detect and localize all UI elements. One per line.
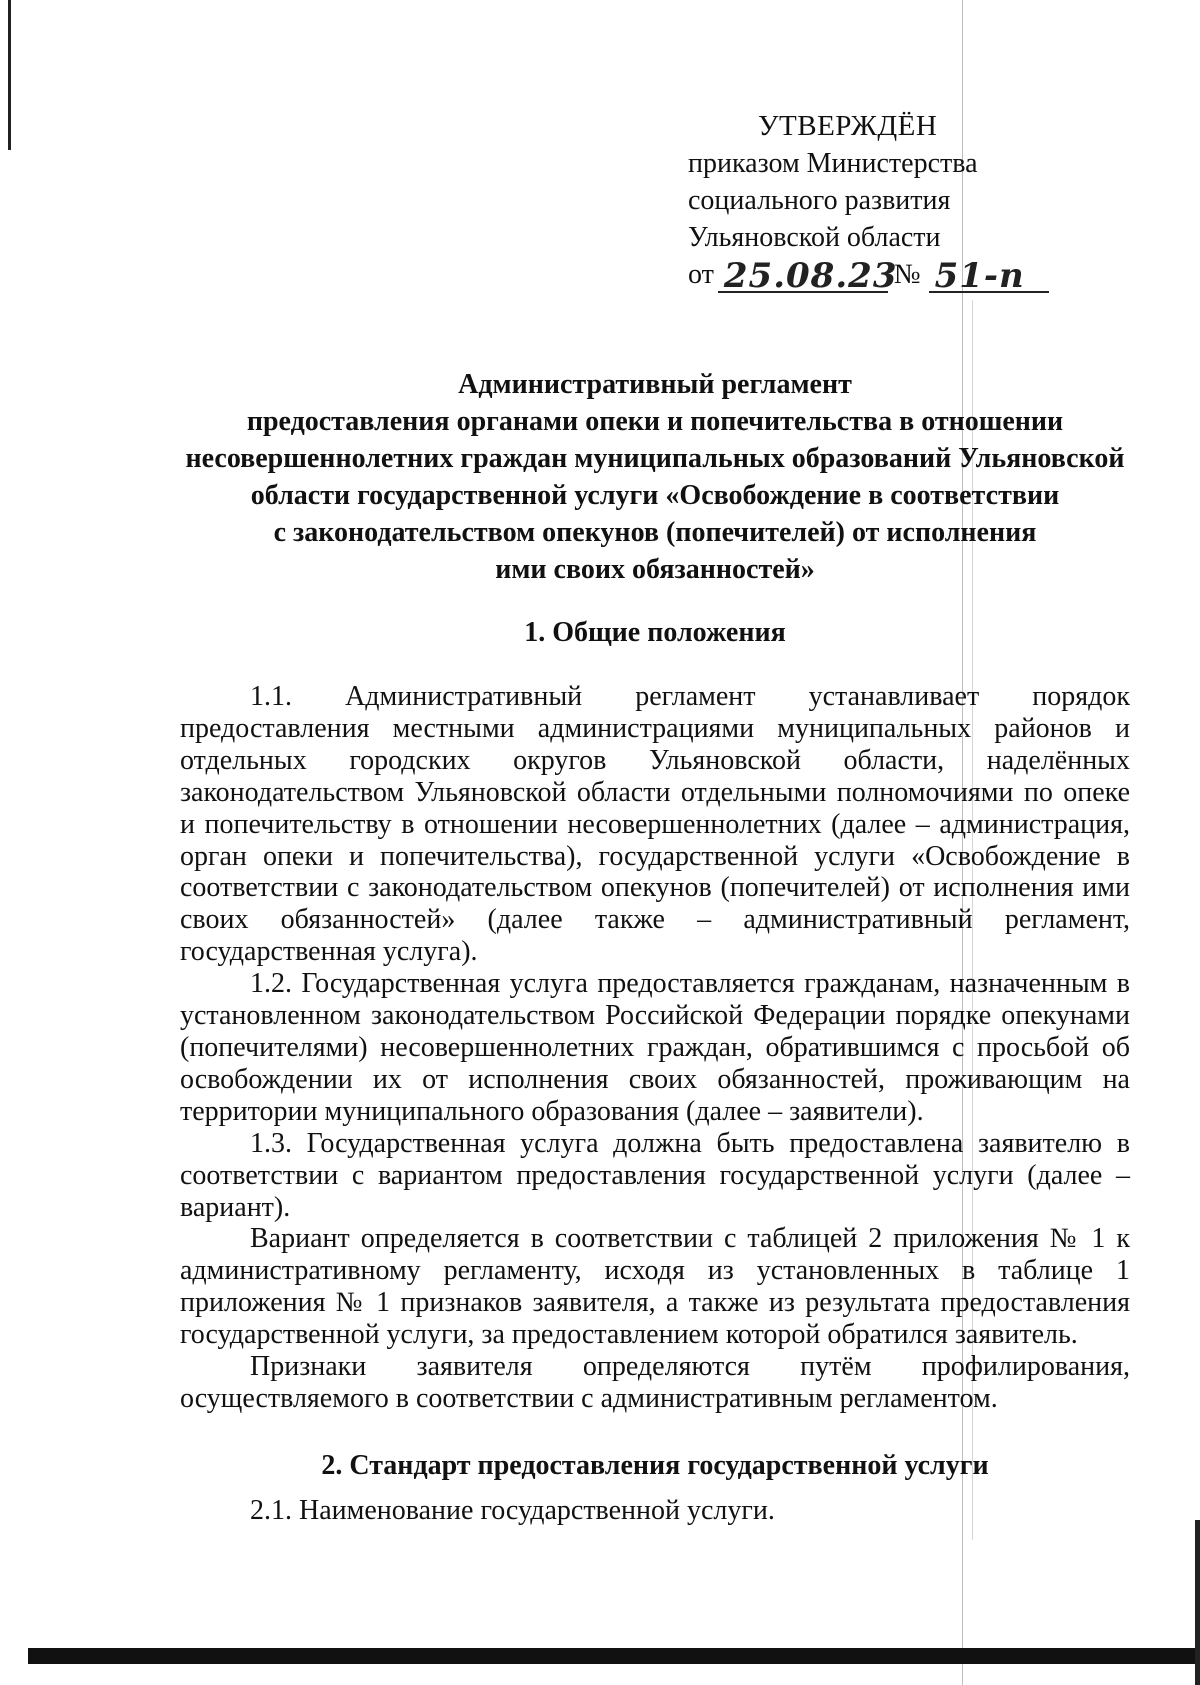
paragraph-1-2: 1.2. Государственная услуга предоставляется гражданам, назначенным в установленном законодательством Российской Федерации порядке опекунами (попечителями) несовершеннолетних граждан, обратившимся с просьбой об освобождении их от исполнения своих обязанностей, проживающим на территории муниципального образования (далее – заявители). [180, 968, 1130, 1127]
approval-heading: УТВЕРЖДЁН [758, 110, 938, 142]
paragraph-1-1: 1.1. Административный регламент устанавливает порядок предоставления местными администрациями муниципальных районов и отдельных городских округов Ульяновской области, наделённых законодательством Ульяновской области отдельными полномочиями по опеке и попечительству в отношении несовершеннолетних (далее – администрация, орган опеки и попечительства), государственной услуги «Освобождение в соответствии с законодательством опекунов (попечителей) от исполнения ими своих обязанностей» (далее также – административный регламент, государственная услуга). [180, 681, 1130, 968]
number-label: № [893, 259, 921, 290]
handwritten-number: 51-п [934, 256, 1025, 296]
order-date-number-line [688, 256, 1108, 296]
approval-stamp-block [688, 108, 1108, 296]
scan-artifact-bottom-bar [28, 1648, 1200, 1664]
approval-line-2: социального развития [688, 185, 951, 216]
title-line-3: несовершеннолетних граждан муниципальных образований Ульяновской [185, 443, 1125, 474]
title-line-1: Административный регламент [458, 369, 852, 400]
approval-line-3: Ульяновской области [688, 222, 941, 253]
number-field [929, 256, 1049, 296]
paragraph-2-1: 2.1. Наименование государственной услуги. [250, 1495, 775, 1526]
section-1-body [180, 681, 1130, 1415]
document-title [180, 366, 1130, 588]
section-1-heading: 1. Общие положения [524, 617, 786, 648]
title-line-6: ими своих обязанностей» [495, 554, 815, 585]
title-line-5: с законодательством опекунов (попечителей) от исполнения [273, 517, 1037, 548]
title-line-2: предоставления органами опеки и попечительства в отношении [246, 406, 1064, 437]
section-2-heading: 2. Стандарт предоставления государственной услуги [321, 1450, 989, 1481]
paragraph-profiling: Признаки заявителя определяются путём профилирования, осуществляемого в соответствии с административным регламентом. [180, 1351, 1130, 1414]
scan-artifact-right-edge [1195, 1520, 1200, 1685]
paragraph-1-3: 1.3. Государственная услуга должна быть предоставлена заявителю в соответствии с вариантом предоставления государственной услуги (далее – вариант). [180, 1127, 1130, 1223]
title-line-4: области государственной услуги «Освобождение в соответствии [250, 480, 1060, 511]
section-2-body [180, 1495, 1130, 1527]
handwritten-date: 25.08.23 [723, 256, 898, 296]
date-field [718, 256, 898, 296]
paragraph-variant: Вариант определяется в соответствии с таблицей 2 приложения № 1 к административному регламенту, исходя из установленных в таблице 1 приложения № 1 признаков заявителя, а также из результата предоставления государственной услуги, за предоставлением которой обратился заявитель. [180, 1223, 1130, 1351]
from-label: от [688, 259, 714, 290]
approval-line-1: приказом Министерства [688, 148, 978, 179]
scan-artifact-left-line [8, 0, 11, 150]
